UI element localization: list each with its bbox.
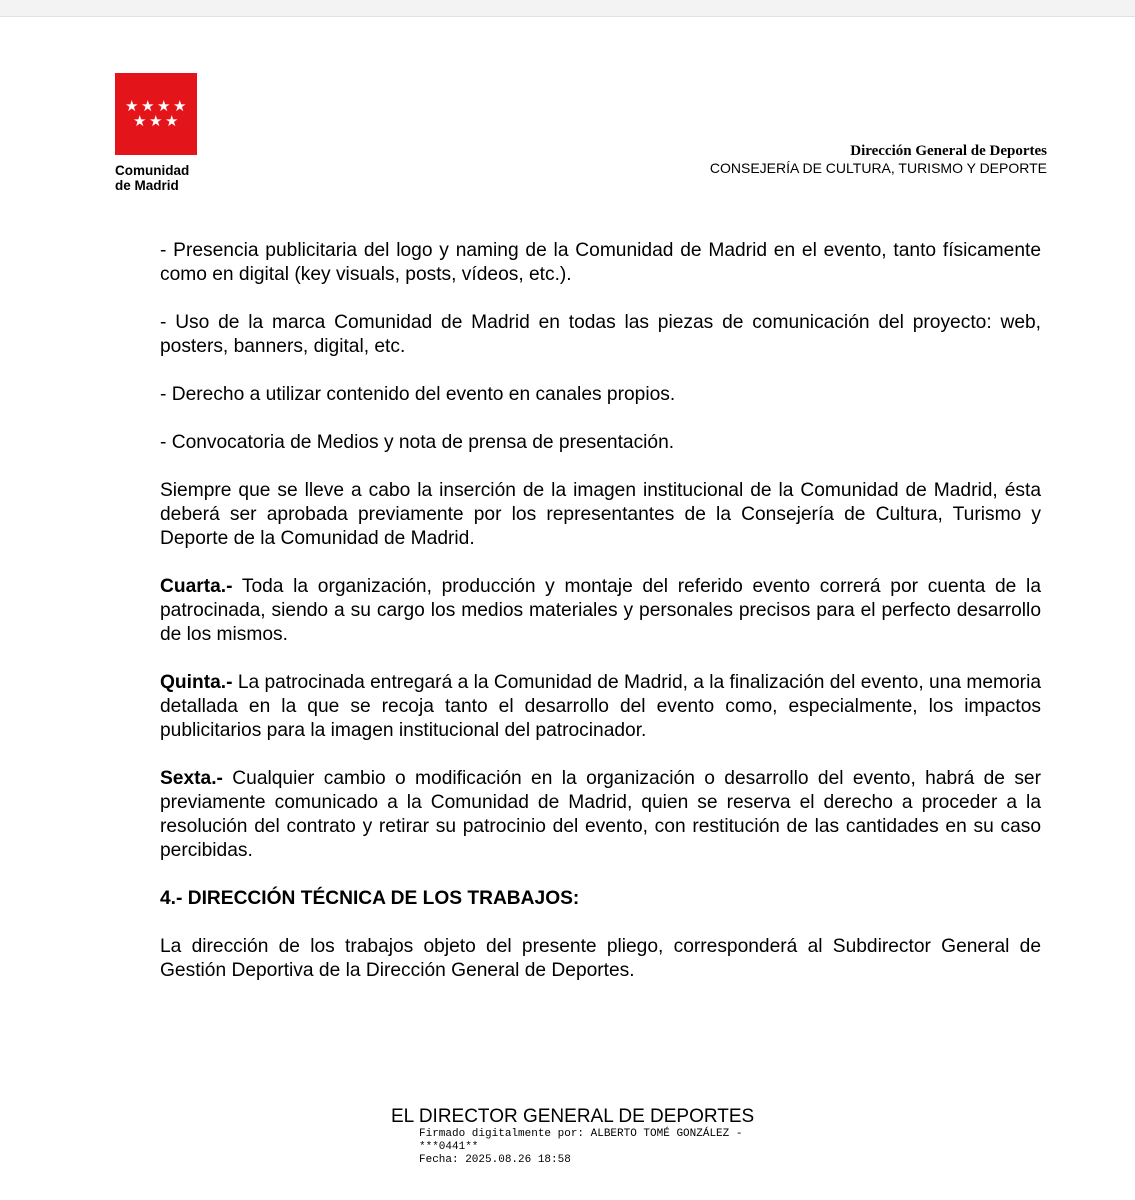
consejeria-name: CONSEJERÍA DE CULTURA, TURISMO Y DEPORTE [709,160,1047,176]
institutional-paragraph: Siempre que se lleve a cabo la inserción de la imagen institucional de la Comunidad de Madrid, ésta deberá ser aprobada previamente por los representantes de la Consejería de Cultura, Turismo y Deporte de la Comunidad de Madrid. [160,480,1041,549]
star-icon: ★ [157,97,171,115]
section-paragraph: La dirección de los trabajos objeto del presente pliego, corresponderá al Subdirector General de Gestión Deportiva de la Dirección General de Deportes. [160,936,1041,981]
comunidad-madrid-logo [115,73,197,193]
bullet-item: - Uso de la marca Comunidad de Madrid en todas las piezas de comunicación del proyecto: web, posters, banners, digital, etc. [160,312,1041,357]
section-title: 4.- DIRECCIÓN TÉCNICA DE LOS TRABAJOS: [160,888,580,909]
clause-label: Sexta.- [160,768,223,789]
logo-text [115,163,197,193]
clause-text: Toda la organización, producción y montaje del referido evento correrá por cuenta de la patrocinada, siendo a su cargo los medios materiales y personales precisos para el perfecto desarrollo de los mismos. [160,576,1041,645]
signed-by-id: ***0441** [419,1141,479,1153]
digital-signature [419,1128,742,1167]
document-body [160,239,1041,1007]
star-icon: ★ [133,112,147,130]
clause-text: La patrocinada entregará a la Comunidad de Madrid, a la finalización del evento, una memoria detallada en la que se recoja tanto el desarrollo del evento como, especialmente, los impactos publicitarios para la imagen institucional del patrocinador. [160,672,1041,741]
star-icon: ★ [141,97,155,115]
clause-quinta [160,671,1041,743]
bullet-item: - Presencia publicitaria del logo y naming de la Comunidad de Madrid en el evento, tanto físicamente como en digital (key visuals, posts, vídeos, etc.). [160,240,1041,285]
logo-red-square [115,73,197,155]
logo-text-line2: de Madrid [115,178,179,193]
star-icon: ★ [173,97,187,115]
star-icon: ★ [149,112,163,130]
department-name: Dirección General de Deportes [850,143,1047,159]
clause-cuarta [160,575,1041,647]
logo-text-line1: Comunidad [115,163,190,178]
clause-text: Cualquier cambio o modificación en la organización o desarrollo del evento, habrá de ser previamente comunicado a la Comunidad de Madrid, quien se reserva el derecho a proceder a la resolución del contrato y retirar su patrocinio del evento, con restitución de las cantidades en su caso percibidas. [160,768,1041,861]
bullet-item: - Convocatoria de Medios y nota de prensa de presentación. [160,432,675,453]
bullet-item: - Derecho a utilizar contenido del evento en canales propios. [160,384,676,405]
star-icon: ★ [125,97,139,115]
clause-sexta [160,767,1041,863]
clause-label: Cuarta.- [160,576,233,597]
star-icon: ★ [165,112,179,130]
viewer-top-band [0,0,1135,17]
signature-title: EL DIRECTOR GENERAL DE DEPORTES [391,1106,755,1127]
clause-label: Quinta.- [160,672,233,693]
signature-date: Fecha: 2025.08.26 18:58 [419,1154,571,1166]
signed-by-line: Firmado digitalmente por: ALBERTO TOMÉ GONZÁLEZ - [419,1128,743,1140]
department-header [710,143,1047,177]
